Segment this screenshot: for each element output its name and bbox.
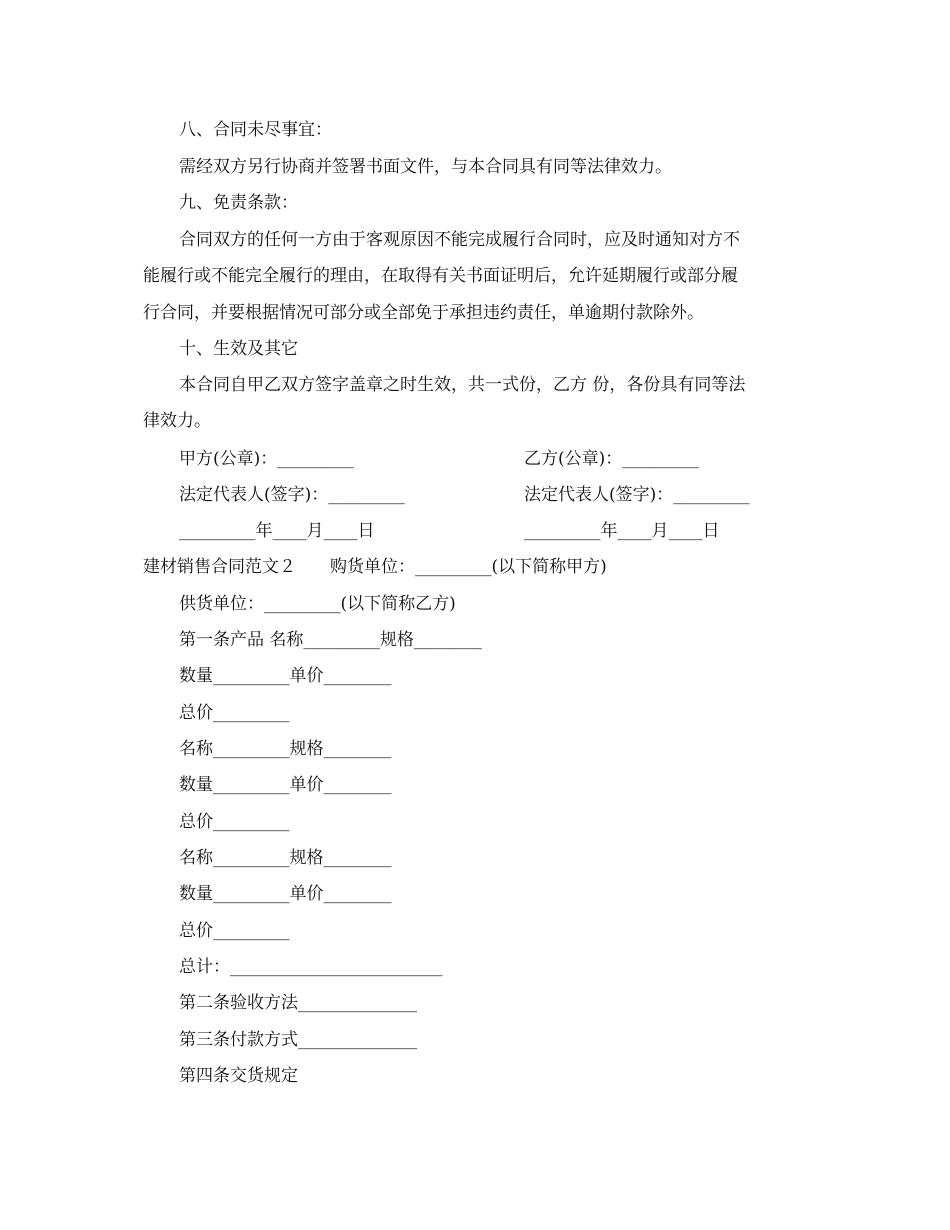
- contract-2-title-line: 建材销售合同范文２ 购货单位：_________(以下简称甲方): [143, 557, 607, 577]
- article-2-acceptance: 第二条验收方法______________: [179, 993, 417, 1013]
- name-spec-3: 名称_________规格________: [179, 848, 392, 868]
- party-b-date: _________年____月____日: [524, 521, 720, 541]
- total-price-2: 总价_________: [179, 812, 290, 832]
- section-9-body-line-1: 合同双方的任何一方由于客观原因不能完成履行合同时，应及时通知对方不: [179, 230, 740, 250]
- article-1-name-spec: 第一条产品 名称_________规格________: [179, 630, 482, 650]
- party-b-seal: 乙方(公章)：_________: [524, 449, 699, 469]
- section-10-body-line-1: 本合同自甲乙双方签字盖章之时生效，共一式份，乙方 份，各份具有同等法: [179, 375, 746, 395]
- section-8-body: 需经双方另行协商并签署书面文件，与本合同具有同等法律效力。: [179, 157, 672, 177]
- grand-total: 总计：_________________________: [179, 957, 443, 977]
- name-spec-2: 名称_________规格________: [179, 739, 392, 759]
- section-10-body-line-2: 律效力。: [143, 411, 211, 431]
- quantity-price-1: 数量_________单价________: [179, 666, 392, 686]
- total-price-1: 总价_________: [179, 703, 290, 723]
- section-10-heading: 十、生效及其它: [179, 339, 298, 359]
- party-a-representative: 法定代表人(签字)：_________: [179, 485, 405, 505]
- article-3-payment: 第三条付款方式______________: [179, 1030, 417, 1050]
- section-9-heading: 九、免责条款：: [179, 193, 298, 213]
- article-4-delivery: 第四条交货规定: [179, 1066, 298, 1086]
- section-8-heading: 八、合同未尽事宜：: [179, 120, 332, 140]
- total-price-3: 总价_________: [179, 921, 290, 941]
- quantity-price-3: 数量_________单价________: [179, 884, 392, 904]
- supplier-line: 供货单位：_________(以下简称乙方): [179, 594, 456, 614]
- section-9-body-line-3: 行合同，并要根据情况可部分或全部免于承担违约责任，单逾期付款除外。: [143, 303, 704, 323]
- party-a-date: _________年____月____日: [179, 521, 375, 541]
- section-9-body-line-2: 能履行或不能完全履行的理由，在取得有关书面证明后，允许延期履行或部分履: [143, 266, 738, 286]
- quantity-price-2: 数量_________单价________: [179, 775, 392, 795]
- party-b-representative: 法定代表人(签字)：_________: [524, 485, 750, 505]
- party-a-seal: 甲方(公章)：_________: [179, 449, 354, 469]
